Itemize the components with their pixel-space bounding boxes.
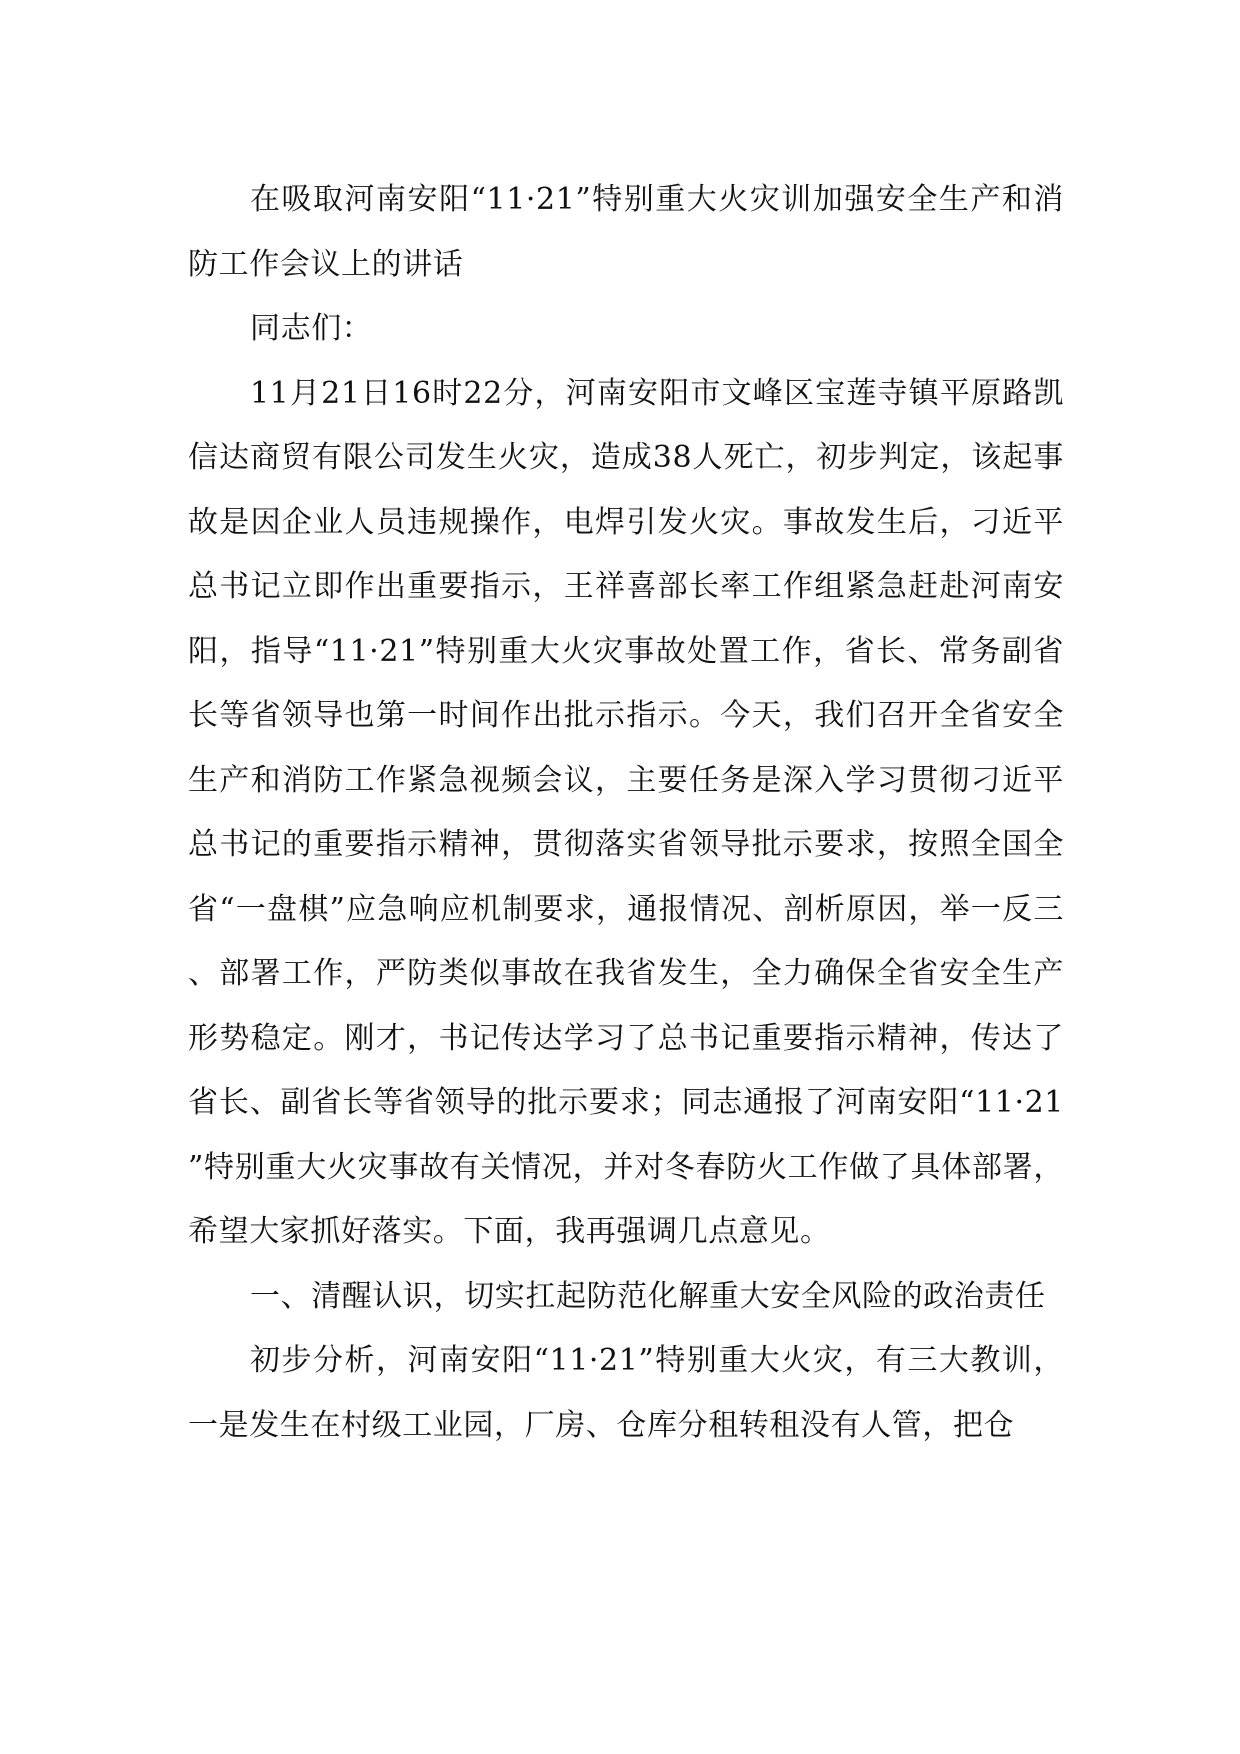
document-body bbox=[188, 168, 1064, 1458]
salutation: 同志们： bbox=[250, 311, 373, 346]
body-paragraph: 11月21日16时22分，河南安阳市文峰区宝莲寺镇平原路凯信达商贸有限公司发生火灾，造成38人死亡，初步判定，该起事故是因企业人员违规操作，电焊引发火灾。事故发生后，刁近平总书记立即作出重要指示，王祥喜部长率工作组紧急赶赴河南安阳，指导“11·21”特别重大火灾事故处置工作，省长、常务副省长等省领导也第一时间作出批示指示。今天，我们召开全省安全生产和消防工作紧急视频会议，主要任务是深入学习贯彻刁近平总书记的重要指示精神，贯彻落实省领导批示要求，按照全国全省“一盘棋”应急响应机制要求，通报情况、剖析原因，举一反三、部署工作，严防类似事故在我省发生，全力确保全省安全生产形势稳定。刚才，书记传达学习了总书记重要指示精神，传达了省长、副省长等省领导的批示要求；同志通报了河南安阳“11·21”特别重大火灾事故有关情况，并对冬春防火工作做了具体部署，希望大家抓好落实。下面，我再强调几点意见。 bbox=[188, 375, 1064, 1249]
document-title: 在吸取河南安阳“11·21”特别重大火灾训加强安全生产和消防工作会议上的讲话 bbox=[188, 182, 1064, 282]
section-paragraph: 初步分析，河南安阳“11·21”特别重大火灾，有三大教训，一是发生在村级工业园，厂房、仓库分租转租没有人管，把仓 bbox=[188, 1343, 1064, 1443]
section-heading: 一、清醒认识，切实扛起防范化解重大安全风险的政治责任 bbox=[250, 1278, 1046, 1314]
